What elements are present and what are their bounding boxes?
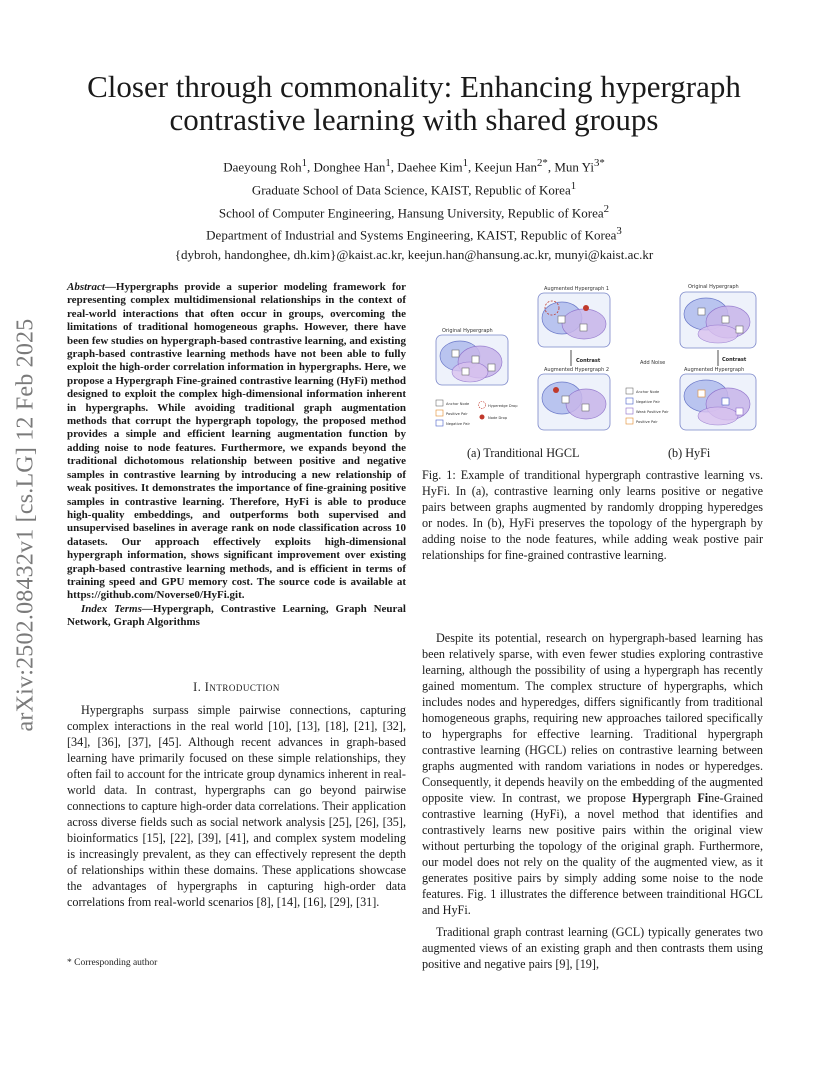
index-terms-label: Index Terms (81, 602, 142, 615)
author: Daehee Kim (397, 159, 463, 175)
fig-subcaption-b: (b) HyFi (668, 446, 711, 460)
legend-item: Anchor Node (446, 402, 470, 406)
node-icon (452, 350, 459, 357)
paragraph: Despite its potential, research on hypergraph-based learning has been relatively sparse, with even fewer studies exploring contrastive learning, although the possibility of using a hypergraph has recently gained momentum. The complex structure of hypergraphs, which includes nodes and hyperedges, differs significantly from traditional homogeneous graphs, requiring new approaches tailored specifically to hypergraphs for effective learning. Traditional hypergraph contrastive learning (HGCL) relies on contrastive learning between graphs augmented with random variations in nodes or hyperedges. Consequently, it depends heavily on the embedding of the augmented opposite view. In contrast, we propose Hypergraph Fine-Grained contrastive learning (HyFi), a novel method that identifies and contrastively learns new positive pairs within the original view without perturbing the topology of the original graph. Furthermore, our model does not rely on the quality of the augmented view, as it generates positive pairs by simply adding some noise to the node features. Fig. 1 illustrates the difference between trainditional HGCL and HyFi. (422, 631, 763, 917)
section-heading: I. Introduction (193, 680, 280, 694)
figure-caption: Fig. 1: Example of tranditional hypergraph contrastive learning vs. HyFi. In (a), contrastive learning only learns positive or negative pairs between graphs augmented by randomly dropping hyperedges or nodes. In (b), HyFi preserves the topology of the hypergraph by adding noise to the node features, while adding weak postive pair relationships for fine-grained contrastive learning. (422, 468, 763, 562)
node-icon (698, 308, 705, 315)
node-icon (488, 364, 495, 371)
abstract-label: Abstract (67, 281, 105, 293)
author: Daeyoung Roh (223, 159, 302, 175)
legend-swatch (436, 420, 443, 426)
node-icon (736, 408, 743, 415)
legend-swatch (626, 418, 633, 424)
author-block (40, 154, 788, 265)
arxiv-sidebar-stamp (8, 290, 44, 760)
legend-item: Anchor Node (636, 390, 660, 394)
legend-swatch (626, 398, 633, 404)
legend-swatch (626, 388, 633, 394)
fig-a-original-label: Original Hypergraph (442, 328, 493, 334)
legend-item: Positive Pair (636, 420, 658, 424)
hyperedge-shape (698, 325, 738, 343)
node-icon (580, 324, 587, 331)
node-icon (472, 356, 479, 363)
node-icon (558, 316, 565, 323)
author: Keejun Han (474, 159, 537, 175)
node-icon (562, 396, 569, 403)
hyperedge-shape (452, 362, 488, 382)
fig-b-aug-label: Augmented Hypergraph (684, 367, 745, 373)
legend-item: Hyperedge Drop (488, 404, 518, 408)
hyperedge-shape (698, 407, 738, 425)
legend-item: Weak Positive Pair (636, 410, 669, 414)
affiliation: Department of Industrial and Systems Engineering, KAIST, Republic of Korea$^3$ (206, 225, 622, 243)
author-names: Daeyoung Roh$^1$, Donghee Han$^1$, Daehee Kim$^1$, Keejun Han$^{2*}$, Mun $Yi^{3*}$ (223, 157, 605, 175)
footnote: * Corresponding author (67, 958, 158, 968)
legend-item: Node Drop (488, 416, 508, 420)
node-icon (722, 316, 729, 323)
legend-item: Negative Pair (446, 422, 470, 426)
legend-swatch (436, 410, 443, 416)
node-icon (698, 390, 705, 397)
legend-swatch (436, 400, 443, 406)
legend-item: Positive Pair (446, 412, 468, 416)
paper-title: Closer through commonality: Enhancing hypergraph contrastive learning with shared groups (87, 69, 741, 137)
fig-b-original-label: Original Hypergraph (688, 284, 739, 290)
intro-text (67, 702, 406, 910)
node-icon (736, 326, 743, 333)
author: Mun Yi (554, 159, 594, 175)
legend-swatch (480, 415, 485, 420)
index-terms-body: —Hypergraph, Contrastive Learning, Graph Neural Network, Graph Algorithms (67, 602, 406, 629)
node-icon (722, 398, 729, 405)
fig-b-contrast-label: Contrast (722, 357, 747, 363)
fig-a-aug2-label: Augmented Hypergraph 2 (544, 367, 610, 373)
author-emails: {dybroh, handonghee, dh.kim}@kaist.ac.kr, keejun.han@hansung.ac.kr, munyi@kaist.ac.kr (174, 247, 654, 263)
abstract-body: —Hypergraphs provide a superior modeling framework for representing complex multidimensional relationships in the context of real-world interactions that often occur in groups, overcoming the limitations of traditional homogeneous graphs. However, there have been few studies on hypergraph-based contrastive learning, and existing graph-based contrastive learning methods have not been able to fully exploit the high-order correlation information in hypergraphs. Here, we propose a Hypergraph Fine-grained contrastive learning (HyFi) method designed to exploit the complex high-dimensional information inherent in hypergraphs. While avoiding traditional graph augmentation methods that corrupt the hypergraph topology, the proposed method provides a simple and efficient learning augmentation function by adding noise to node features. Furthermore, we expands beyond the traditional dichotomous relationship between positive and negative samples in contrastive learning by introducing a new relationship of weak positives. It demonstrates the importance of fine-graining positive samples in contrastive learning. Therefore, HyFi is able to produce high-quality embeddings, and outperforms both supervised and unsupervised baselines in average rank on node classification across 10 datasets. Our approach effectively exploits high-dimensional hypergraph information, shows significant improvement over existing graph-based contrastive learning methods, and is efficient in terms of training speed and GPU memory cost. The source code is available at https://github.com/Noverse0/HyFi.git. (67, 281, 406, 602)
drop-marker-icon (583, 305, 589, 311)
fig-b-add-noise-label: Add Noise (640, 360, 666, 366)
node-icon (462, 368, 469, 375)
fig-a-aug1-label: Augmented Hypergraph 1 (544, 286, 610, 292)
affiliation: Graduate School of Data Science, KAIST, Republic of Korea$^1$ (251, 179, 577, 198)
legend-item: Negative Pair (636, 400, 660, 404)
figure-1 (430, 280, 775, 440)
abstract (67, 281, 406, 630)
legend-swatch (626, 408, 633, 414)
drop-marker-icon (553, 387, 559, 393)
node-icon (582, 404, 589, 411)
right-column-text (422, 630, 763, 972)
arxiv-id: arXiv:2502.08432v1 [cs.LG] 12 Feb 2025 (12, 318, 39, 732)
affiliation: School of Computer Engineering, Hansung University, Republic of Korea$^2$ (218, 202, 610, 220)
paragraph: Hypergraphs surpass simple pairwise connections, capturing complex interactions in the real world [10], [13], [18], [21], [32], [34], [36], [37], [45]. Although recent advances in graph-based learning have primarily focused on these simple relationships, they often fail to account for the intricate group dynamics inherent in real-world data. In contrast, hypergraphs can go beyond pairwise connections to capture high-order data correlations. Their application across diverse fields such as social network analysis [25], [26], [35], bioinformatics [15], [22], [39], [41], and complex system modeling is increasingly prevalent, as they can effectively represent the depth of relationships within these domains. These applications showcase the advantages of hypergraphs in capturing high-order data correlations from real-world scenarios [8], [14], [16], [29], [31]. (67, 703, 406, 909)
legend-swatch (479, 402, 486, 409)
paragraph: Traditional graph contrast learning (GCL) typically generates two augmented views of an existing graph and then contrasts them using positive and negative pairs [9], [19], (422, 925, 763, 971)
fig-subcaption-a: (a) Tranditional HGCL (467, 446, 580, 460)
fig-a-contrast-label: Contrast (576, 358, 601, 364)
author: Donghee Han (313, 159, 386, 175)
